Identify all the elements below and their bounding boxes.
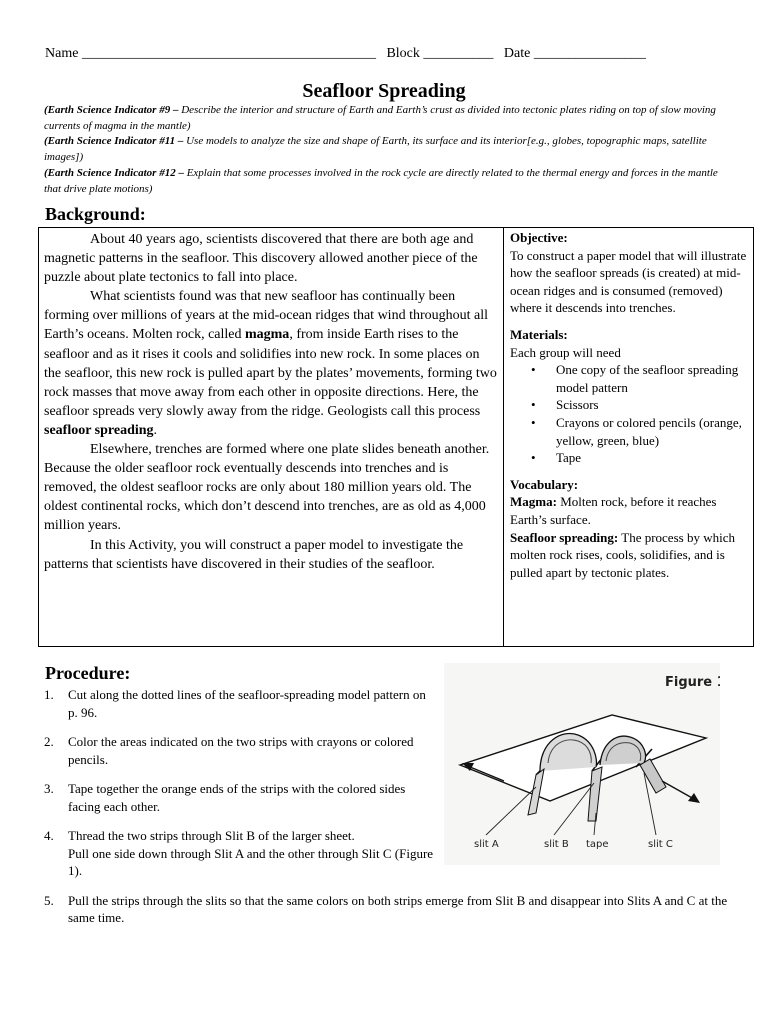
procedure-step: 3. Tape together the orange ends of the strips with the colored sides facing each other.: [44, 781, 406, 814]
materials-intro: Each group will need: [510, 344, 621, 360]
objective-text: To construct a paper model that will illustrate how the seafloor spreads (is created) at mid-ocean ridges and is consumed (removed) where it descends into trenches.: [510, 247, 747, 316]
name-label: Name: [45, 46, 79, 61]
strip-down-c: [640, 759, 666, 793]
term-seafloor-spreading: seafloor spreading: [44, 422, 154, 438]
objective-heading: Objective:: [510, 230, 568, 245]
background-heading: Background:: [45, 204, 146, 224]
sidebar-column: [510, 229, 748, 581]
label-tape: tape: [586, 839, 609, 850]
arrow-right: [662, 781, 694, 799]
vocabulary-heading: Vocabulary:: [510, 476, 579, 492]
bullet-icon: •: [531, 414, 536, 430]
list-item: • One copy of the seafloor spreading model pattern: [531, 362, 739, 395]
student-info-line: [45, 46, 745, 62]
block-label: Block: [386, 46, 420, 61]
date-field[interactable]: ________________: [533, 46, 646, 61]
background-paragraph: In this Activity, you will construct a paper model to investigate the patterns that scientists have discovered in their studies of the seafloor.: [44, 537, 464, 572]
term-magma: magma: [244, 327, 290, 343]
bullet-icon: •: [531, 397, 536, 413]
procedure-heading: Procedure:: [45, 663, 131, 683]
label-slit-a: slit A: [474, 839, 499, 850]
label-slit-b: slit B: [544, 839, 569, 850]
figure-1: [444, 663, 720, 865]
arrow-right-head: [688, 793, 700, 803]
procedure-step: 4. Thread the two strips through Slit B of the larger sheet. Pull one side down through Slit A and the other through Slit C (Figure 1).: [44, 828, 434, 878]
page-title: Seafloor Spreading: [302, 80, 466, 102]
background-paragraph: Elsewhere, trenches are formed where one plate slides beneath another. Because the older seafloor rock eventually descends into trenches and is removed, the oldest seafloor rocks are only about 180 million years old. The oldest continental rocks, which don’t descend into trenches, are as old as 4,000 million years.: [44, 442, 490, 534]
list-item: • Crayons or colored pencils (orange, yellow, green, blue): [531, 414, 742, 448]
seafloor-model-diagram: [444, 663, 720, 865]
list-item: • Scissors: [531, 397, 599, 413]
date-label: Date: [503, 46, 531, 61]
procedure-step: 2. Color the areas indicated on the two strips with crayons or colored pencils.: [44, 734, 414, 767]
vocab-seafloor-spreading: Seafloor spreading: The process by which molten rock rises, cools, solidifies, and is pulled apart by tectonic plates.: [510, 529, 735, 580]
list-item: • Tape: [531, 450, 582, 466]
procedure-step: 5. Pull the strips through the slits so that the same colors on both strips emerge from Slit B and disappear into Slits A and C at the same time.: [44, 892, 728, 925]
label-slit-c: slit C: [648, 839, 673, 850]
indicator-9: (Earth Science Indicator #9 – Describe the interior and structure of Earth and Earth’s crust as divided into tectonic plates riding on top of slow moving currents of magma in the mantle): [44, 104, 716, 132]
procedure-step: 1. Cut along the dotted lines of the seafloor-spreading model pattern on p. 96.: [44, 687, 426, 720]
bullet-icon: •: [531, 450, 536, 466]
block-field[interactable]: __________: [423, 46, 494, 61]
indicator-11: (Earth Science Indicator #11 – Use models to analyze the size and shape of Earth, its surface and its interior[e.g., globes, topographic maps, satellite images]): [44, 135, 707, 164]
name-field[interactable]: __________________________________________: [81, 46, 376, 61]
materials-heading: Materials:: [510, 326, 568, 342]
background-text: [44, 230, 500, 574]
bullet-icon: •: [531, 362, 536, 378]
indicator-12: (Earth Science Indicator #12 – Explain that some processes involved in the rock cycle are directly related to the thermal energy and forces in the mantle that drive plate motions): [44, 166, 718, 195]
background-paragraph: What scientists found was that new seafloor has continually been forming over millions of years at the mid-ocean ridges that wind throughout all Earth’s oceans. Molten rock, called magma, from inside Earth rises to the seafloor and as it rises it cools and solidifies into new rock. In some places on the seafloor, this new rock is pulled apart by the plates’ movements, forming two rock masses that move away from each other in opposite directions. Here, the seafloor spreads very slowly away from the ridge. Geologists call this process seafloor spreading.: [44, 289, 497, 438]
table-divider: [503, 227, 504, 647]
vocab-magma: Magma: Molten rock, before it reaches Earth’s surface.: [510, 494, 717, 527]
figure-title: Figure 1: [665, 675, 720, 690]
standards-indicators: [44, 103, 734, 197]
background-paragraph: About 40 years ago, scientists discovered that there are both age and magnetic patterns in the seafloor. This discovery allowed another piece of the puzzle about plate tectonics to fall into place.: [44, 232, 478, 286]
materials-list: [510, 361, 748, 467]
